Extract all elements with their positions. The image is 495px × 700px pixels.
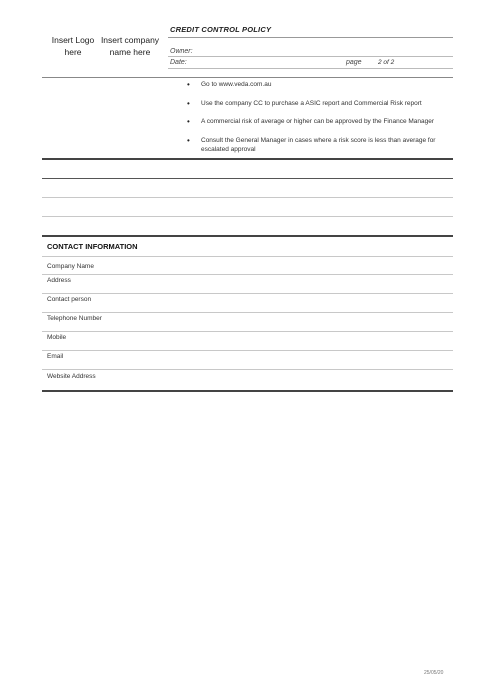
field-line: [42, 293, 453, 294]
section-divider: [42, 390, 453, 392]
logo-placeholder: Insert Logo here: [51, 35, 95, 57]
blank-line: [42, 178, 453, 179]
header-divider: [168, 37, 453, 38]
field-line: [42, 369, 453, 370]
field-line: [42, 256, 453, 257]
field-telephone-number: Telephone Number: [47, 315, 102, 322]
bullet-icon: •: [187, 117, 190, 126]
bullet-icon: •: [187, 135, 190, 145]
date-label: Date:: [170, 59, 187, 66]
policy-title: CREDIT CONTROL POLICY: [170, 25, 272, 34]
procedure-item: • A commercial risk of average or higher can be approved by the Finance Manager: [187, 117, 435, 126]
field-contact-person: Contact person: [47, 296, 92, 303]
date-line: [168, 68, 453, 69]
field-line: [42, 331, 453, 332]
field-website-address: Website Address: [47, 373, 96, 380]
footer-date: 25/05/20: [424, 670, 444, 676]
field-line: [42, 312, 453, 313]
field-email: Email: [47, 353, 64, 360]
field-company-name: Company Name: [47, 263, 94, 270]
field-mobile: Mobile: [47, 334, 67, 341]
procedure-item: • Consult the General Manager in cases where a risk score is less than average for escalated approval: [187, 135, 436, 153]
bullet-icon: •: [187, 80, 190, 89]
section-divider: [42, 235, 453, 237]
company-name-placeholder: Insert company name here: [100, 35, 160, 57]
field-line: [42, 274, 453, 275]
contact-title: CONTACT INFORMATION: [47, 242, 138, 251]
blank-line: [42, 216, 453, 217]
section-divider: [42, 158, 453, 160]
field-line: [42, 350, 453, 351]
page-label: page: [346, 59, 362, 66]
field-address: Address: [47, 277, 71, 284]
blank-line: [42, 197, 453, 198]
procedure-list: [185, 80, 455, 164]
owner-label: Owner:: [170, 48, 193, 55]
document-header: [42, 22, 453, 78]
owner-line: [168, 56, 453, 57]
bullet-icon: •: [187, 98, 190, 108]
page-number: 2 of 2: [378, 59, 395, 66]
procedure-item: • Go to www.veda.com.au: [187, 80, 272, 89]
procedure-item: • Use the company CC to purchase a ASIC report and Commercial Risk report: [187, 98, 422, 108]
